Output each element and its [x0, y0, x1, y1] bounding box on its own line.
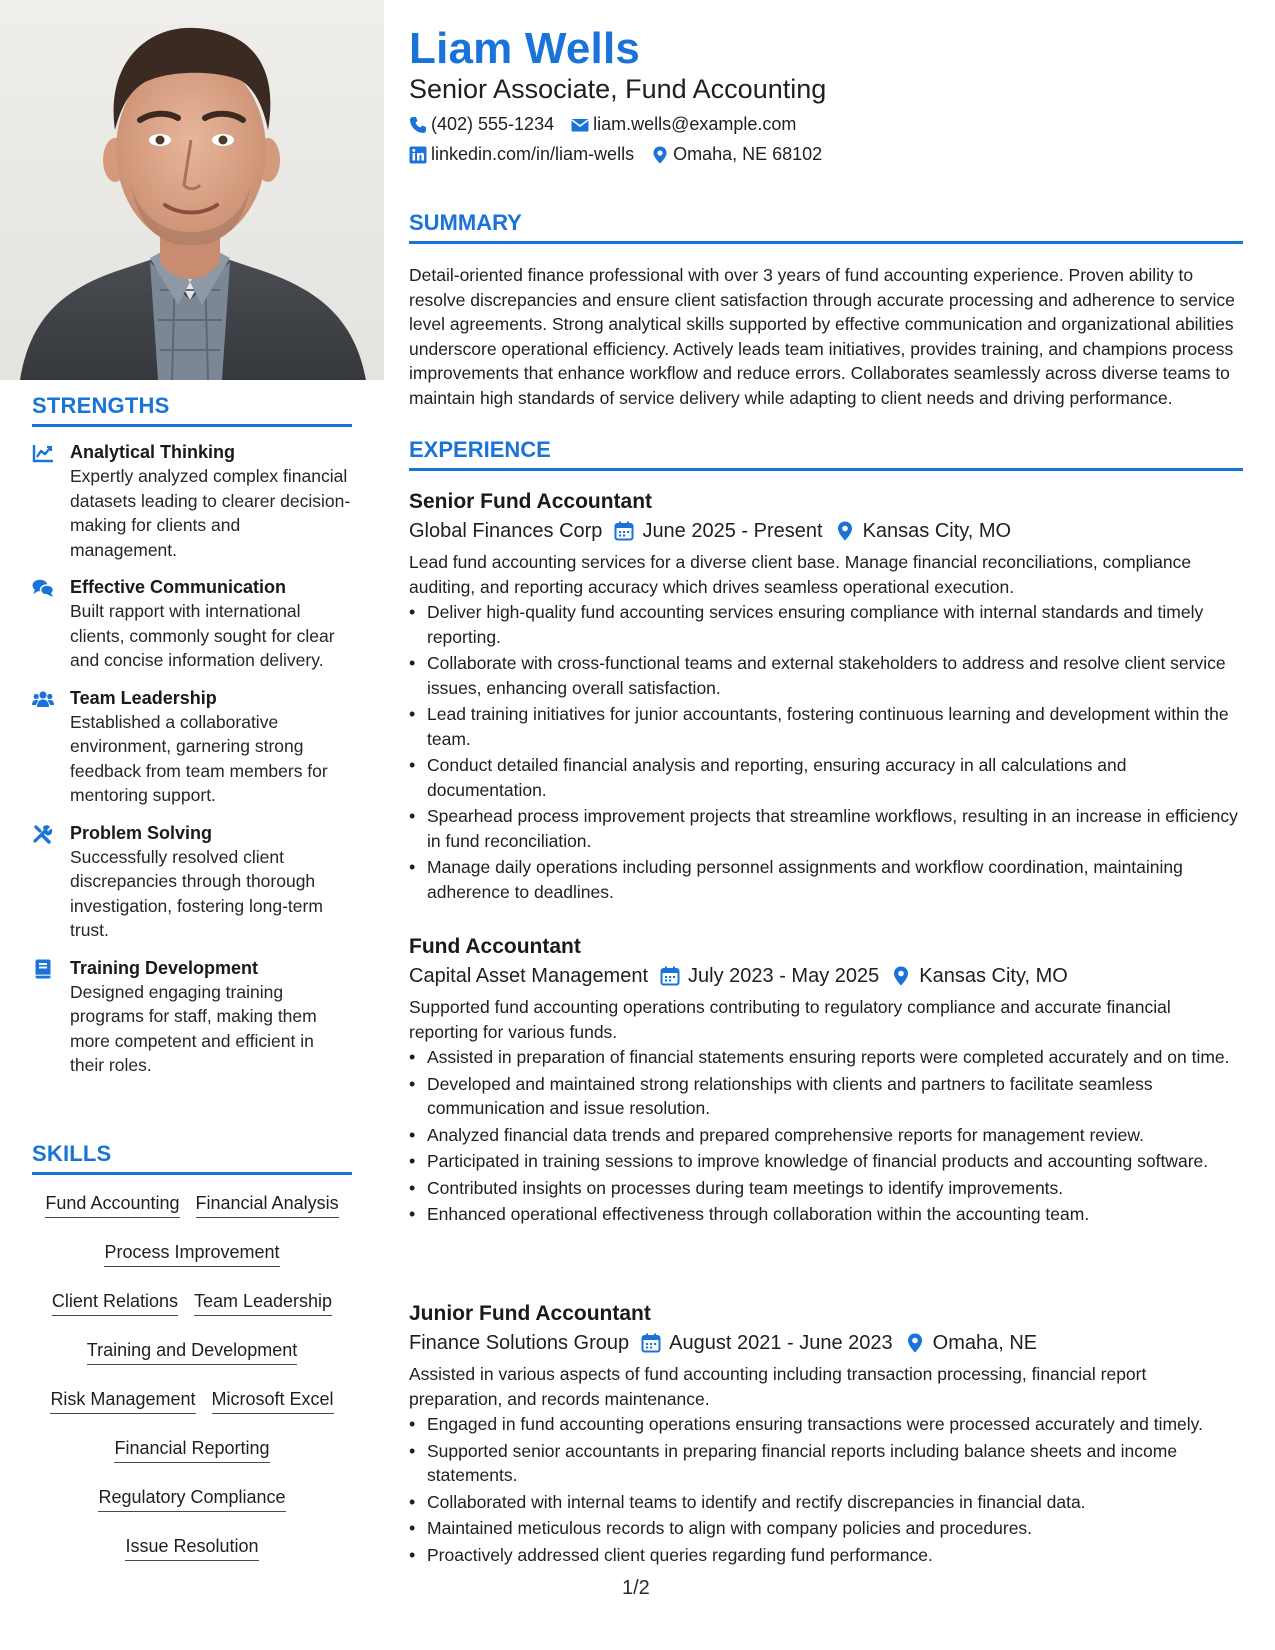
job-description: Supported fund accounting operations contributing to regulatory compliance and accurate financial reporting for various funds.	[409, 997, 1171, 1042]
strength-item	[32, 687, 352, 808]
users-icon	[32, 689, 54, 709]
job-bullet: • Lead training initiatives for junior accountants, fostering continuous learning and development within the team.	[409, 702, 1243, 751]
job-bullets	[409, 600, 1243, 904]
tools-icon	[32, 824, 54, 844]
skill-chip: Client Relations	[52, 1285, 178, 1316]
job-dates: August 2021 - June 2023	[669, 1332, 893, 1354]
comments-icon	[32, 578, 54, 598]
job-meta	[409, 1328, 1243, 1358]
job-bullet: • Developed and maintained strong relationships with clients and partners to facilitate seamless communication and issue resolution.	[409, 1072, 1243, 1121]
map-pin-icon	[905, 1333, 925, 1353]
job-meta	[409, 961, 1243, 991]
job-company: Finance Solutions Group	[409, 1332, 630, 1354]
candidate-name: Liam Wells	[409, 24, 641, 73]
job-entry	[409, 488, 1243, 906]
job-company: Capital Asset Management	[409, 965, 649, 987]
strengths-heading: STRENGTHS	[32, 393, 352, 427]
email-contact[interactable]	[571, 114, 796, 135]
strength-item	[32, 441, 352, 562]
location-text: Omaha, NE 68102	[673, 144, 823, 164]
calendar-icon	[614, 521, 634, 541]
job-location: Kansas City, MO	[862, 520, 1012, 542]
book-icon	[32, 959, 54, 979]
strength-item	[32, 957, 352, 1078]
job-bullet: • Enhanced operational effectiveness through collaboration within the accounting team.	[409, 1202, 1243, 1227]
skills-list	[32, 1175, 352, 1571]
experience-heading: EXPERIENCE	[409, 437, 1243, 471]
skill-chip: Process Improvement	[104, 1236, 279, 1267]
summary-text: Detail-oriented finance professional with over 3 years of fund accounting experience. Proven ability to resolve discrepancies and ensure client satisfaction through accurate processing and adherence to service level agreements. Strong analytical skills supported by effective communication and organizational abilities underscore operational efficiency. Actively leads team initiatives, provides training, and champions process improvements that enhance workflow and reduce errors. Collaborates seamlessly across diverse teams to maintain high standards of service delivery while adapting to client needs and driving performance.	[409, 265, 1235, 408]
calendar-icon	[641, 1333, 661, 1353]
strengths-list	[32, 441, 352, 1078]
job-entry	[409, 1300, 1243, 1569]
map-pin-icon	[651, 146, 669, 164]
map-pin-icon	[835, 521, 855, 541]
job-bullet: • Analyzed financial data trends and prepared comprehensive reports for management review.	[409, 1123, 1243, 1148]
job-bullets	[409, 1045, 1243, 1227]
envelope-icon	[571, 116, 589, 134]
skills-section	[32, 1141, 352, 1571]
job-location: Kansas City, MO	[919, 965, 1068, 987]
skill-chip: Fund Accounting	[45, 1187, 179, 1218]
skill-chip: Issue Resolution	[125, 1530, 258, 1561]
strengths-section	[32, 393, 352, 1078]
summary-heading: SUMMARY	[409, 210, 1243, 244]
skill-chip: Risk Management	[50, 1383, 195, 1414]
job-bullet: • Supported senior accountants in preparing financial reports including balance sheets and income statements.	[409, 1439, 1243, 1488]
strength-item	[32, 822, 352, 943]
linkedin-contact[interactable]	[409, 144, 634, 165]
strength-description: Successfully resolved client discrepancies through thorough investigation, fostering long-term trust.	[70, 846, 323, 940]
skill-chip: Financial Reporting	[114, 1432, 269, 1463]
job-bullet: • Conduct detailed financial analysis and reporting, ensuring accuracy in all calculations and documentation.	[409, 753, 1243, 802]
job-bullet: • Proactively addressed client queries regarding fund performance.	[409, 1543, 1243, 1568]
job-bullet: • Spearhead process improvement projects that streamline workflows, resulting in an increase in efficiency in fund reconciliation.	[409, 804, 1243, 853]
skill-chip: Microsoft Excel	[212, 1383, 334, 1414]
strength-title: Effective Communication	[70, 577, 287, 597]
skill-chip: Team Leadership	[194, 1285, 332, 1316]
phone-contact	[409, 114, 554, 135]
strength-title: Training Development	[70, 957, 259, 978]
linkedin-icon	[409, 146, 427, 164]
map-pin-icon	[891, 966, 911, 986]
job-description: Lead fund accounting services for a diverse client base. Manage financial reconciliations, compliance auditing, and reporting accuracy which drives seamless operational execution.	[409, 552, 1192, 597]
job-bullet: • Maintained meticulous records to align with company policies and procedures.	[409, 1516, 1243, 1541]
strength-item	[32, 576, 352, 673]
linkedin-text[interactable]: linkedin.com/in/liam-wells	[431, 144, 635, 164]
portrait-image	[0, 0, 384, 380]
job-dates: June 2025 - Present	[642, 520, 823, 542]
phone-text: (402) 555-1234	[431, 114, 555, 134]
calendar-icon	[660, 966, 680, 986]
location-contact	[651, 144, 822, 165]
strength-description: Expertly analyzed complex financial datasets leading to clearer decision-making for clients and management.	[70, 466, 351, 560]
job-meta	[409, 516, 1243, 546]
job-bullet: • Collaborated with internal teams to identify and rectify discrepancies in financial data.	[409, 1490, 1243, 1515]
job-bullet: • Manage daily operations including personnel assignments and workflow coordination, maintaining adherence to deadlines.	[409, 855, 1243, 904]
job-bullet: • Participated in training sessions to improve knowledge of financial products and accounting software.	[409, 1149, 1243, 1174]
strength-description: Established a collaborative environment, garnering strong feedback from team members for mentoring support.	[70, 711, 328, 805]
job-title: Junior Fund Accountant	[409, 1302, 651, 1325]
job-location: Omaha, NE	[932, 1332, 1038, 1354]
job-description: Assisted in various aspects of fund accounting including transaction processing, financial report preparation, and records maintenance.	[409, 1364, 1147, 1409]
job-bullet: • Engaged in fund accounting operations ensuring transactions were processed accurately and timely.	[409, 1412, 1243, 1437]
profile-photo	[0, 0, 384, 380]
email-text[interactable]: liam.wells@example.com	[593, 114, 797, 134]
phone-icon	[409, 116, 427, 134]
job-company: Global Finances Corp	[409, 520, 603, 542]
job-entry	[409, 933, 1243, 1229]
job-bullet: • Deliver high-quality fund accounting services ensuring compliance with internal standards and timely reporting.	[409, 600, 1243, 649]
skill-chip: Training and Development	[87, 1334, 297, 1365]
job-bullets	[409, 1412, 1243, 1567]
contact-row-1	[409, 114, 813, 135]
strength-title: Problem Solving	[70, 822, 213, 843]
chart-line-icon	[32, 443, 54, 463]
sidebar	[0, 0, 384, 1650]
skill-chip: Financial Analysis	[196, 1187, 339, 1218]
skill-chip: Regulatory Compliance	[98, 1481, 285, 1512]
job-bullet: • Contributed insights on processes during team meetings to identify improvements.	[409, 1176, 1243, 1201]
strength-description: Designed engaging training programs for staff, making them more competent and efficient in their roles.	[70, 981, 317, 1075]
strength-title: Team Leadership	[70, 687, 217, 708]
job-title: Fund Accountant	[409, 935, 581, 958]
strength-title: Analytical Thinking	[70, 442, 236, 462]
contact-row-2	[409, 144, 839, 165]
strength-description: Built rapport with international clients, commonly sought for clear and concise information delivery.	[70, 601, 335, 670]
job-bullet: • Assisted in preparation of financial statements ensuring reports were completed accurately and on time.	[409, 1045, 1243, 1070]
page-number: 1/2	[622, 1577, 650, 1599]
job-dates: July 2023 - May 2025	[688, 965, 880, 987]
job-bullet: • Collaborate with cross-functional teams and external stakeholders to address and resolve client service issues, enhancing overall satisfaction.	[409, 651, 1243, 700]
candidate-headline: Senior Associate, Fund Accounting	[409, 74, 827, 104]
job-title: Senior Fund Accountant	[409, 490, 653, 513]
skills-heading: SKILLS	[32, 1141, 352, 1175]
